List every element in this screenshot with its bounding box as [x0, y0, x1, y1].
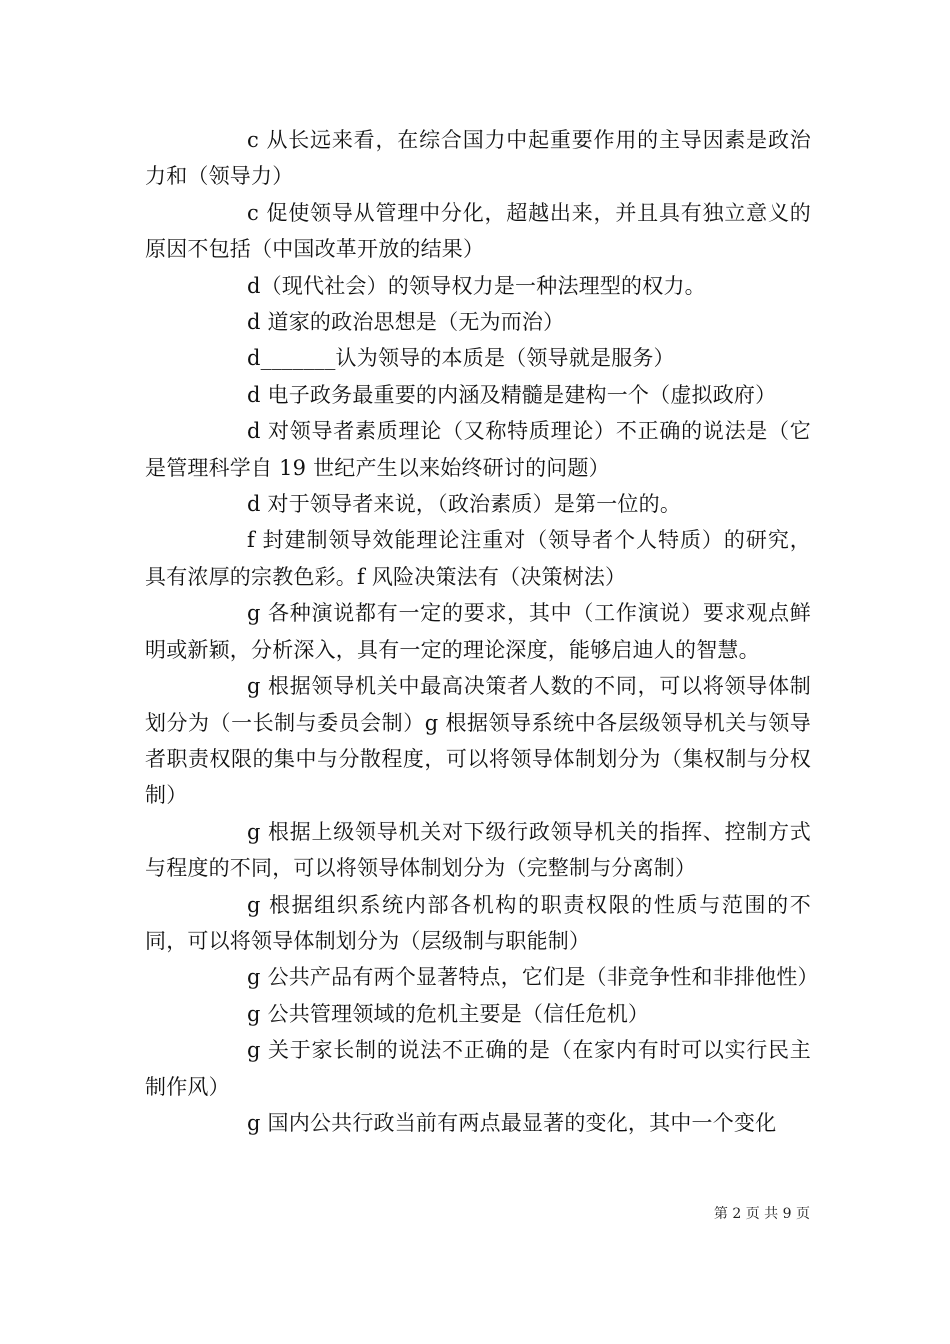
- document-body: [145, 122, 819, 1141]
- paragraph: d（现代社会）的领导权力是一种法理型的权力。: [247, 273, 706, 298]
- paragraph: c 从长远来看，在综合国力中起重要作用的主导因素是政治力和（领导力）: [145, 128, 811, 189]
- paragraph: d 对领导者素质理论（又称特质理论）不正确的说法是（它是管理科学自 19 世纪产生以来始终研讨的问题）: [145, 419, 811, 480]
- paragraph: g 各种演说都有一定的要求，其中（工作演说）要求观点鲜明或新颖，分析深入，具有一定的理论深度，能够启迪人的智慧。: [145, 601, 811, 662]
- paragraph: d 对于领导者来说，（政治素质）是第一位的。: [247, 492, 682, 517]
- paragraph: g 根据组织系统内部各机构的职责权限的性质与范围的不同，可以将领导体制划分为（层级制与职能制）: [145, 892, 811, 953]
- page-footer: 第 2 页 共 9 页: [713, 1206, 810, 1222]
- paragraph: c 促使领导从管理中分化，超越出来，并且具有独立意义的原因不包括（中国改革开放的结果）: [145, 200, 811, 262]
- paragraph: f 封建制领导效能理论注重对（领导者个人特质）的研究，具有浓厚的宗教色彩。f 风险决策法有（决策树法）: [145, 528, 811, 589]
- paragraph: g 公共产品有两个显著特点，它们是（非竞争性和非排他性）: [247, 965, 819, 990]
- paragraph: d_______认为领导的本质是（领导就是服务）: [247, 346, 675, 371]
- paragraph: d 电子政务最重要的内涵及精髓是建构一个（虚拟政府）: [247, 382, 777, 407]
- paragraph: g 国内公共行政当前有两点最显著的变化，其中一个变化: [247, 1110, 777, 1135]
- paragraph: d 道家的政治思想是（无为而治）: [247, 310, 565, 335]
- paragraph: g 关于家长制的说法不正确的是（在家内有时可以实行民主制作风）: [145, 1038, 811, 1099]
- paragraph: g 根据上级领导机关对下级行政领导机关的指挥、控制方式与程度的不同，可以将领导体制划分为（完整制与分离制）: [145, 819, 811, 881]
- paragraph: g 根据领导机关中最高决策者人数的不同，可以将领导体制划分为（一长制与委员会制）g 根据领导系统中各层级领导机关与领导者职责权限的集中与分散程度，可以将领导体制划分为（集权制与分权制）: [145, 674, 811, 808]
- paragraph: g 公共管理领域的危机主要是（信任危机）: [247, 1001, 650, 1026]
